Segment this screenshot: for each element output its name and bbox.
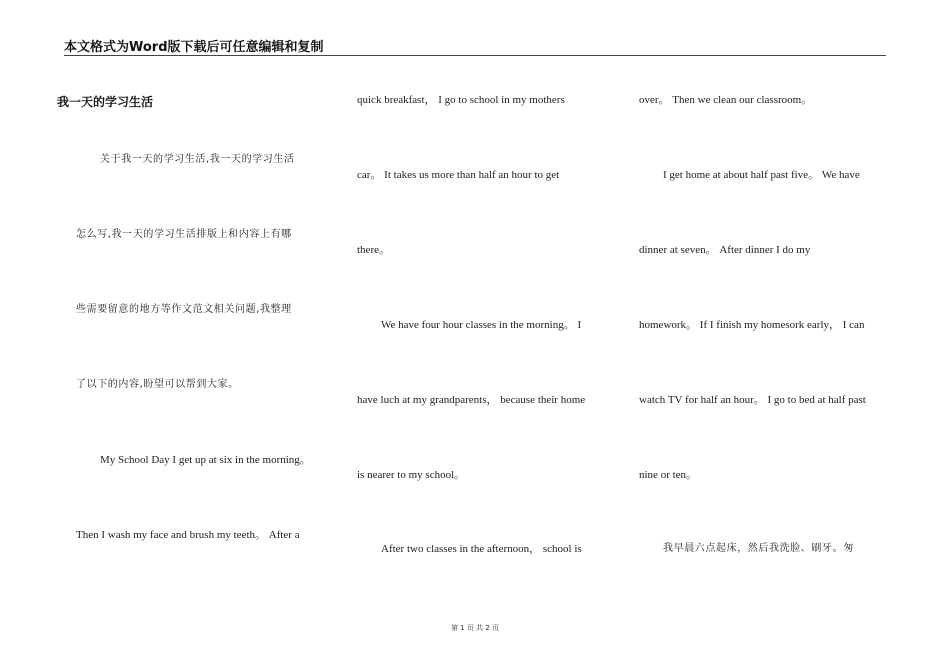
text-line: Then I wash my face and brush my teeth。 After a bbox=[76, 529, 300, 541]
text-line: dinner at seven。 After dinner I do my bbox=[639, 244, 811, 256]
text-line: I get home at about half past five。 We have bbox=[663, 169, 860, 181]
text-line: 我早晨六点起床，然后我洗脸、刷牙。匆 bbox=[663, 543, 854, 554]
text-column-3 bbox=[639, 0, 889, 620]
text-line: My School Day I get up at six in the morning。 bbox=[100, 454, 311, 466]
text-line: is nearer to my school。 bbox=[357, 469, 466, 481]
text-line: nine or ten。 bbox=[639, 469, 698, 481]
text-line: 关于我一天的学习生活,我一天的学习生活 bbox=[100, 154, 295, 165]
text-line: homework。 If I finish my homesork early， I can bbox=[639, 319, 865, 331]
text-line: have luch at my grandparents， because their home bbox=[357, 394, 586, 406]
text-line: After two classes in the afternoon， school is bbox=[381, 543, 582, 555]
text-line: 了以下的内容,盼望可以帮到大家。 bbox=[76, 379, 239, 390]
article-title: 我一天的学习生活 bbox=[57, 95, 154, 109]
text-line: We have four hour classes in the morning。 I bbox=[381, 319, 582, 331]
page-number: 第 1 页 共 2 页 bbox=[450, 624, 500, 632]
text-line: 些需要留意的地方等作文范文相关问题,我整理 bbox=[76, 304, 292, 315]
text-line: car。 It takes us more than half an hour to get bbox=[357, 169, 560, 181]
text-column-2 bbox=[357, 0, 607, 620]
header-title: 本文格式为Word版下载后可任意编辑和复制 bbox=[64, 40, 324, 55]
text-line: 怎么写,我一天的学习生活排版上和内容上有哪 bbox=[76, 229, 292, 240]
text-line: watch TV for half an hour。 I go to bed at half past bbox=[639, 394, 866, 406]
text-line: over。 Then we clean our classroom。 bbox=[639, 94, 813, 106]
text-line: there。 bbox=[357, 244, 390, 256]
text-line: quick breakfast， I go to school in my mothers bbox=[357, 94, 565, 106]
text-column-1 bbox=[76, 0, 321, 620]
